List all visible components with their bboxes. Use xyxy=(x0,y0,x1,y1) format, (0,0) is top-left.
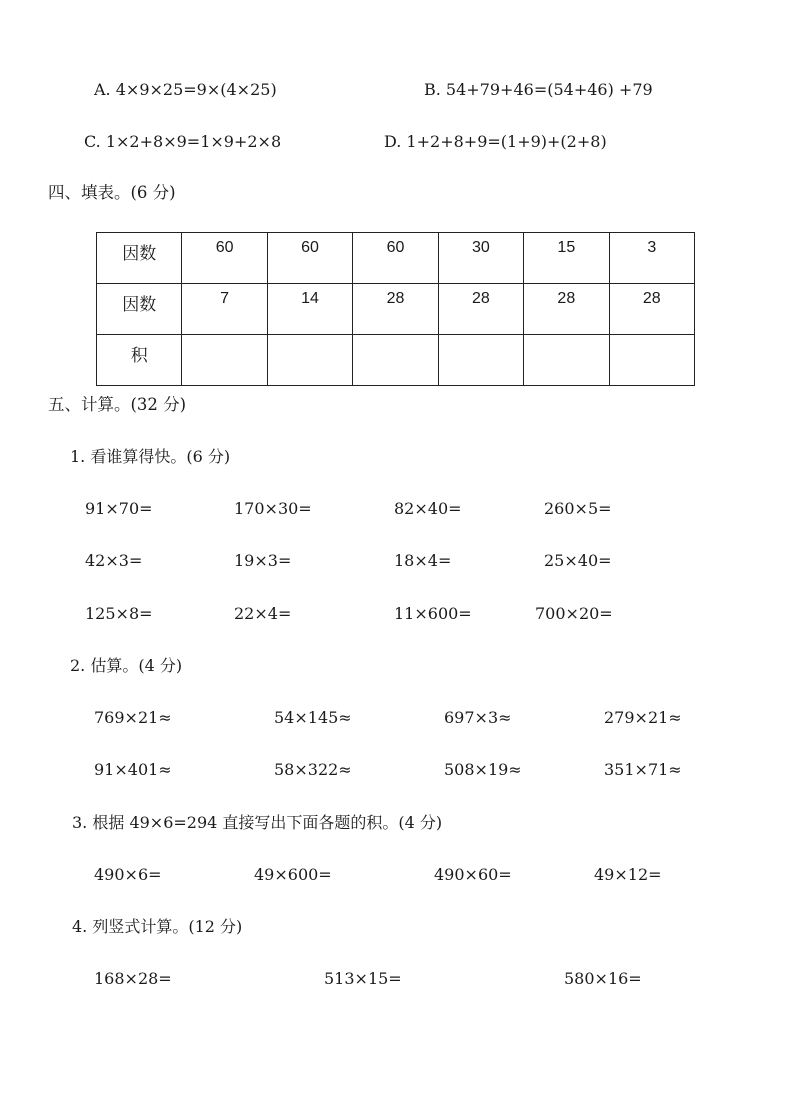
vertical-calc-item: 168×28= xyxy=(94,969,172,988)
table-cell: 7 xyxy=(182,284,267,335)
choice-d: D. 1+2+8+9=(1+9)+(2+8) xyxy=(384,132,607,151)
factor-table xyxy=(96,232,695,386)
choice-b: B. 54+79+46=(54+46) +79 xyxy=(424,80,653,99)
exercise-item: 125×8= xyxy=(85,604,153,623)
estimate-item: 91×401≈ xyxy=(94,760,172,779)
vertical-calc-item: 580×16= xyxy=(564,969,642,988)
answer-cell[interactable] xyxy=(438,335,523,386)
exercise-item: 260×5= xyxy=(544,499,612,518)
table-cell: 15 xyxy=(524,233,609,284)
answer-cell[interactable] xyxy=(182,335,267,386)
row-label: 积 xyxy=(97,335,182,386)
table-row xyxy=(97,284,695,335)
choice-c: C. 1×2+8×9=1×9+2×8 xyxy=(84,132,282,151)
estimate-item: 279×21≈ xyxy=(604,708,682,727)
product-item: 490×60= xyxy=(434,865,512,884)
answer-cell[interactable] xyxy=(353,335,438,386)
exercise-item: 25×40= xyxy=(544,551,612,570)
table-row xyxy=(97,233,695,284)
q2-title: 2. 估算。(4 分) xyxy=(70,656,183,675)
estimate-item: 508×19≈ xyxy=(444,760,522,779)
q1-title: 1. 看谁算得快。(6 分) xyxy=(70,447,231,466)
product-item: 490×6= xyxy=(94,865,162,884)
estimate-item: 697×3≈ xyxy=(444,708,512,727)
table-cell: 60 xyxy=(182,233,267,284)
answer-cell[interactable] xyxy=(267,335,352,386)
exercise-item: 82×40= xyxy=(394,499,462,518)
product-item: 49×600= xyxy=(254,865,332,884)
row-label: 因数 xyxy=(97,284,182,335)
table-cell: 28 xyxy=(524,284,609,335)
exercise-item: 18×4= xyxy=(394,551,452,570)
table-cell: 60 xyxy=(353,233,438,284)
q4-title: 4. 列竖式计算。(12 分) xyxy=(72,917,243,936)
estimate-item: 769×21≈ xyxy=(94,708,172,727)
exercise-item: 42×3= xyxy=(85,551,143,570)
exercise-item: 700×20= xyxy=(535,604,613,623)
section-5-title: 五、计算。(32 分) xyxy=(48,395,187,414)
estimate-item: 54×145≈ xyxy=(274,708,352,727)
estimate-item: 58×322≈ xyxy=(274,760,352,779)
estimate-item: 351×71≈ xyxy=(604,760,682,779)
table-cell: 28 xyxy=(438,284,523,335)
q3-title: 3. 根据 49×6=294 直接写出下面各题的积。(4 分) xyxy=(72,813,443,832)
table-row xyxy=(97,335,695,386)
choice-a: A. 4×9×25=9×(4×25) xyxy=(94,80,277,99)
table-cell: 28 xyxy=(353,284,438,335)
vertical-calc-item: 513×15= xyxy=(324,969,402,988)
table-cell: 28 xyxy=(609,284,694,335)
answer-cell[interactable] xyxy=(524,335,609,386)
table-cell: 14 xyxy=(267,284,352,335)
row-label: 因数 xyxy=(97,233,182,284)
exercise-item: 11×600= xyxy=(394,604,472,623)
exercise-item: 91×70= xyxy=(85,499,153,518)
exercise-item: 19×3= xyxy=(234,551,292,570)
table-cell: 60 xyxy=(267,233,352,284)
table-cell: 30 xyxy=(438,233,523,284)
section-4-title: 四、填表。(6 分) xyxy=(48,183,176,202)
product-item: 49×12= xyxy=(594,865,662,884)
table-cell: 3 xyxy=(609,233,694,284)
exercise-item: 22×4= xyxy=(234,604,292,623)
answer-cell[interactable] xyxy=(609,335,694,386)
exercise-item: 170×30= xyxy=(234,499,312,518)
